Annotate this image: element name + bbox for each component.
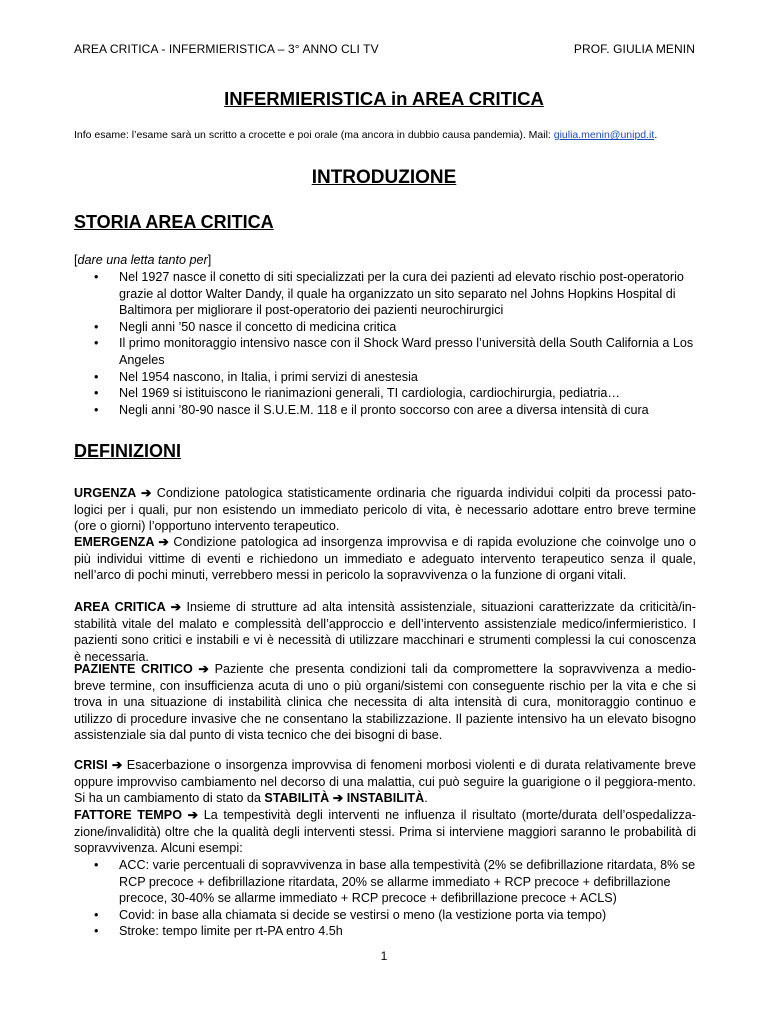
- list-item: • Negli anni ’50 nasce il concetto di medicina critica: [74, 319, 696, 336]
- def-fattore-tempo: [74, 807, 696, 857]
- term-crisi: CRISI ➔: [74, 758, 123, 772]
- exam-info: [74, 129, 657, 141]
- note-bracket-open: [: [74, 253, 78, 267]
- list-item-text: Nel 1954 nascono, in Italia, i primi servizi di anestesia: [119, 369, 418, 384]
- storia-list: [74, 269, 696, 418]
- def-paziente-critico: [74, 661, 696, 744]
- term-area-critica: AREA CRITICA ➔: [74, 600, 182, 614]
- list-item: • Stroke: tempo limite per rt-PA entro 4.5h: [74, 923, 696, 940]
- def-crisi-text: Esacerbazione o insorgenza improvvisa di fenomeni morbosi violenti e di durata relativamente breve oppure improvviso cambiamento nel decorso di una malattia, cui può seguire la guarigione o il peggiora-mento. Si ha un cambiamento di stato da: [74, 758, 696, 806]
- storia-note: [74, 252, 696, 269]
- def-urgenza-text: Condizione patologica statisticamente ordinaria che riguarda individui colpiti da processi pato-logici per i quali, pur non esistendo un immediato pericolo di vita, è necessario adottare entro breve termine (ore o giorni) l’opportuno intervento terapeutico.: [74, 486, 697, 534]
- def-emergenza: [74, 534, 696, 584]
- def-paziente-critico-text: Paziente che presenta condizioni tali da compromettere la sopravvivenza a medio-breve termine, con insufficienza acuta di uno o più organi/sistemi con conseguente rischio per la vita e che si trova in una situazione di instabilità clinica che necessita di alta intensità di cura, monitoraggio continuo e utilizzo di procedure invasive che ne consentano la stabilizzazione. Il paziente intensivo ha un elevato bisogno assistenziale sia dal punto di vista tecnico che dei bisogni di base.: [74, 662, 696, 743]
- crisi-stato: STABILITÀ ➔ INSTABILITÀ: [264, 791, 425, 806]
- heading-storia-area-critica: STORIA AREA CRITICA: [74, 212, 274, 232]
- list-item: • Negli anni ’80-90 nasce il S.U.E.M. 118 e il pronto soccorso con aree a diversa intensità di cura: [74, 402, 696, 419]
- term-fattore-tempo: FATTORE TEMPO ➔: [74, 808, 199, 822]
- list-item-text: Covid: in base alla chiamata si decide se vestirsi o meno (la vestizione porta via tempo): [119, 907, 607, 922]
- def-area-critica: [74, 599, 696, 665]
- exam-info-text: Info esame: l’esame sarà un scritto a crocette e poi orale (ma ancora in dubbio causa pandemia). Mail:: [74, 129, 554, 141]
- def-fattore-tempo-text: La tempestività degli interventi ne influenza il risultato (morte/durata dell’ospedalizza-zione/invalidità) oltre che la qualità degli interventi stessi. Prima si interviene maggiori saranno le probabilità di sopravvivenza. Alcuni esempi:: [74, 808, 697, 856]
- list-item: • Nel 1969 si istituiscono le rianimazioni generali, TI cardiologia, cardiochirurgia, pediatria…: [74, 385, 696, 402]
- examples-list: [74, 857, 696, 940]
- list-item-text: ACC: varie percentuali di sopravvivenza in base alla tempestività (2% se defibrillazione ritardata, 8% se RCP precoce + defibrillazione ritardata, 20% se allarme immediato + RCP precoce + defibrillazione precoce, 30-40% se allarme immediato + RCP precoce + defibrillazione precoce + ACLS): [119, 858, 696, 906]
- def-crisi-end: .: [424, 791, 428, 806]
- list-item-text: Negli anni ’80-90 nasce il S.U.E.M. 118 e il pronto soccorso con aree a diversa intensità di cura: [119, 402, 649, 417]
- email-link[interactable]: giulia.menin@unipd.it: [553, 129, 655, 141]
- list-item: • ACC: varie percentuali di sopravvivenza in base alla tempestività (2% se defibrillazione ritardata, 8% se RCP precoce + defibrillazione ritardata, 20% se allarme immediato + RCP precoce + defibrillazione precoce, 30-40% se allarme immediato + RCP precoce + defibrillazione precoce + ACLS): [94, 858, 696, 906]
- heading-introduzione: INTRODUZIONE: [311, 167, 457, 188]
- list-item-text: Nel 1969 si istituiscono le rianimazioni generali, TI cardiologia, cardiochirurgia, pediatria…: [119, 386, 620, 401]
- def-crisi: [74, 757, 696, 807]
- list-item-text: Il primo monitoraggio intensivo nasce con il Shock Ward presso l’università della South California a Los Angeles: [119, 336, 694, 367]
- def-area-critica-text: Insieme di strutture ad alta intensità assistenziale, situazioni caratterizzate da criticità/in-stabilità vitale del malato e complessità dell’approccio e dell’intervento assistenziale medico/infermieristico. I pazienti sono critici e instabili e vi è necessità di utilizzare macchinari e strumenti complessi la cui conoscenza è necessaria.: [74, 600, 697, 664]
- def-emergenza-text: Condizione patologica ad insorgenza improvvisa e di rapida evoluzione che coinvolge uno o più individui vittime di eventi e richiedono un immediato e adeguato intervento terapeutico senza il quale, nell’arco di pochi minuti, verrebbero messi in pericolo la sopravvivenza o la funzione di organi vitali.: [74, 535, 696, 583]
- term-emergenza: EMERGENZA ➔: [74, 535, 169, 549]
- list-item-text: Negli anni ’50 nasce il concetto di medicina critica: [119, 319, 397, 334]
- list-item-text: Nel 1927 nasce il conetto di siti specializzati per la cura dei pazienti ad elevato rischio post-operatorio grazie al dottor Walter Dandy, il quale ha organizzato un sito separato nel Johns Hopkins Hospital di Baltimora per migliorare il post-operatorio dei pazienti neurochirurgici: [119, 270, 684, 318]
- running-header-professor: PROF. GIULIA MENIN: [573, 42, 695, 56]
- list-item: • Nel 1927 nasce il conetto di siti specializzati per la cura dei pazienti ad elevato rischio post-operatorio grazie al dottor Walter Dandy, il quale ha organizzato un sito separato nel Johns Hopkins Hospital di Baltimora per migliorare il post-operatorio dei pazienti neurochirurgici: [74, 269, 696, 319]
- note-bracket-close: ]: [207, 253, 212, 267]
- list-item-text: Stroke: tempo limite per rt-PA entro 4.5h: [119, 924, 343, 939]
- page-number: 1: [380, 949, 388, 963]
- term-paziente-critico: PAZIENTE CRITICO ➔: [74, 662, 209, 676]
- term-urgenza: URGENZA ➔: [74, 486, 152, 500]
- exam-info-suffix: .: [654, 129, 658, 141]
- heading-definizioni: DEFINIZIONI: [74, 441, 181, 461]
- list-item: • Nel 1954 nascono, in Italia, i primi servizi di anestesia: [74, 369, 696, 386]
- document-title: INFERMIERISTICA in AREA CRITICA: [224, 88, 544, 109]
- def-urgenza: [74, 485, 696, 535]
- running-header-course: AREA CRITICA - INFERMIERISTICA – 3° ANNO CLI TV: [74, 42, 379, 56]
- list-item: • Il primo monitoraggio intensivo nasce con il Shock Ward presso l’università della South California a Los Angeles: [74, 335, 696, 368]
- note-text: dare una letta tanto per: [77, 253, 208, 267]
- list-item: • Covid: in base alla chiamata si decide se vestirsi o meno (la vestizione porta via tempo): [74, 907, 696, 924]
